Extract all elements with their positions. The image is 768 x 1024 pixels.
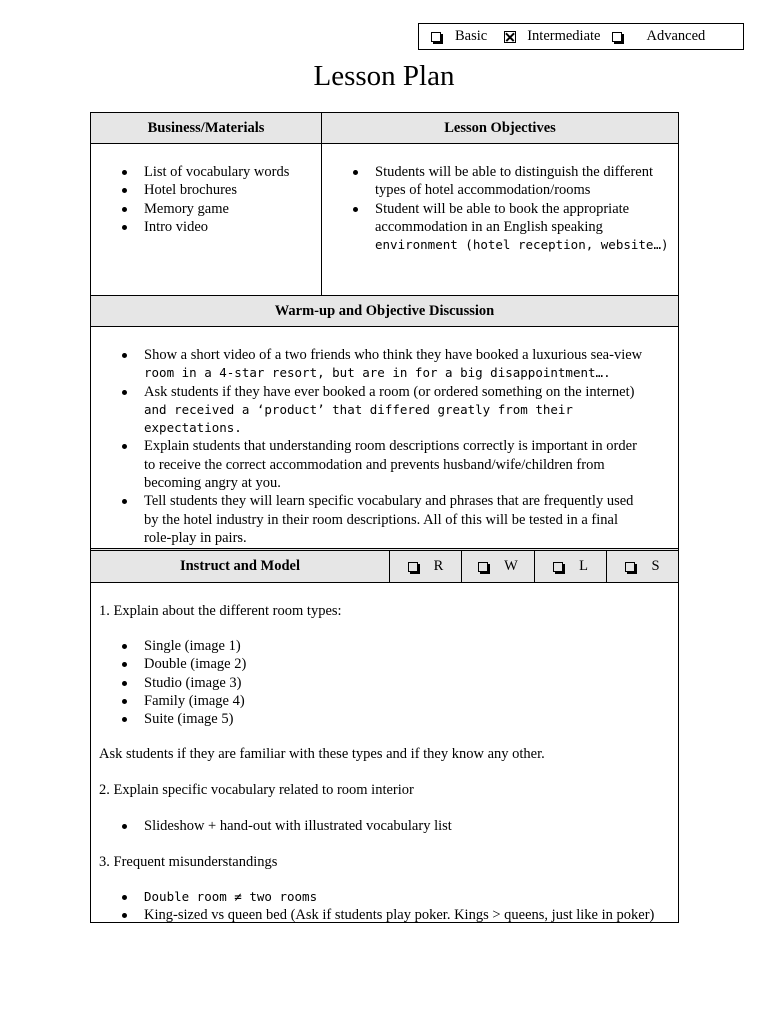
list-item: Ask students if they have ever booked a room (or ordered something on the internet) and received a ‘product’ that differed greatly from their expectations. — [114, 383, 678, 438]
list-item: Double room ≠ two rooms — [114, 888, 678, 906]
list-item: King-sized vs queen bed (Ask if students play poker. Kings > queens, just like in poker) — [114, 906, 678, 924]
list-item: Family (image 4) — [114, 692, 678, 710]
level-advanced[interactable] — [612, 28, 705, 45]
vocab-list — [114, 817, 678, 835]
list-item: Show a short video of a two friends who think they have booked a luxurious sea-view room in a 4-star resort, but are in for a big disappointment…. — [114, 346, 678, 383]
unchecked-box-icon[interactable] — [612, 32, 622, 42]
instruct-header-row — [91, 548, 678, 582]
ask-text: Ask students if they are familiar with these types and if they know any other. — [99, 746, 545, 763]
materials-cell — [91, 144, 322, 295]
materials-header: Business/Materials — [91, 113, 322, 143]
level-intermediate-label: Intermediate — [527, 28, 601, 44]
unchecked-box-icon[interactable] — [553, 562, 563, 572]
warmup-cell — [91, 326, 678, 548]
page-title: Lesson Plan — [313, 60, 455, 92]
list-item: Slideshow + hand-out with illustrated vocabulary list — [114, 817, 678, 835]
step-2-text: 2. Explain specific vocabulary related to room interior — [99, 782, 414, 799]
unchecked-box-icon[interactable] — [478, 562, 488, 572]
unchecked-box-icon[interactable] — [625, 562, 635, 572]
list-item: Hotel brochures — [114, 181, 321, 199]
warmup-header: Warm-up and Objective Discussion — [91, 295, 678, 326]
level-advanced-label: Advanced — [646, 28, 706, 44]
checked-box-icon[interactable] — [504, 31, 516, 43]
level-basic-label: Basic — [455, 28, 488, 44]
list-item: Studio (image 3) — [114, 674, 678, 692]
level-intermediate[interactable] — [504, 28, 600, 45]
step-1-text: 1. Explain about the different room types: — [99, 603, 342, 619]
materials-list — [114, 163, 321, 236]
warmup-list — [114, 346, 678, 547]
list-item: Students will be able to distinguish the different types of hotel accommodation/rooms — [345, 163, 678, 200]
lesson-plan-table — [90, 112, 679, 923]
objectives-list — [345, 163, 678, 254]
list-item: Tell students they will learn specific vocabulary and phrases that are frequently used by the hotel industry in their room descriptions. All of this will be tested in a final role-play in pairs. — [114, 492, 678, 547]
room-types-list — [114, 637, 678, 728]
list-item: Memory game — [114, 200, 321, 218]
list-item: Suite (image 5) — [114, 710, 678, 728]
misunderstandings-list — [114, 888, 678, 925]
instruct-header: Instruct and Model — [91, 551, 390, 582]
skill-writing[interactable]: W — [462, 551, 535, 582]
materials-objectives-row — [91, 143, 678, 295]
level-selector — [418, 23, 744, 50]
unchecked-box-icon[interactable] — [431, 32, 441, 42]
objectives-header: Lesson Objectives — [322, 113, 678, 143]
instruct-cell — [91, 582, 678, 922]
unchecked-box-icon[interactable] — [408, 562, 418, 572]
list-item: Explain students that understanding room descriptions correctly is important in order to receive the correct accommodation and prevents husband/wife/children from becoming angry at you. — [114, 437, 678, 492]
skill-listening[interactable]: L — [535, 551, 607, 582]
list-item: Intro video — [114, 218, 321, 236]
skill-speaking[interactable]: S — [607, 551, 678, 582]
list-item: Single (image 1) — [114, 637, 678, 655]
skill-reading[interactable]: R — [390, 551, 462, 582]
step-3-text: 3. Frequent misunderstandings — [99, 853, 278, 870]
materials-objectives-header-row — [91, 113, 678, 143]
objectives-cell — [322, 144, 678, 295]
list-item: Double (image 2) — [114, 655, 678, 673]
list-item: List of vocabulary words — [114, 163, 321, 181]
list-item: Student will be able to book the appropriate accommodation in an English speaking environment (hotel reception, website…) — [345, 200, 678, 255]
level-basic[interactable] — [431, 28, 487, 45]
